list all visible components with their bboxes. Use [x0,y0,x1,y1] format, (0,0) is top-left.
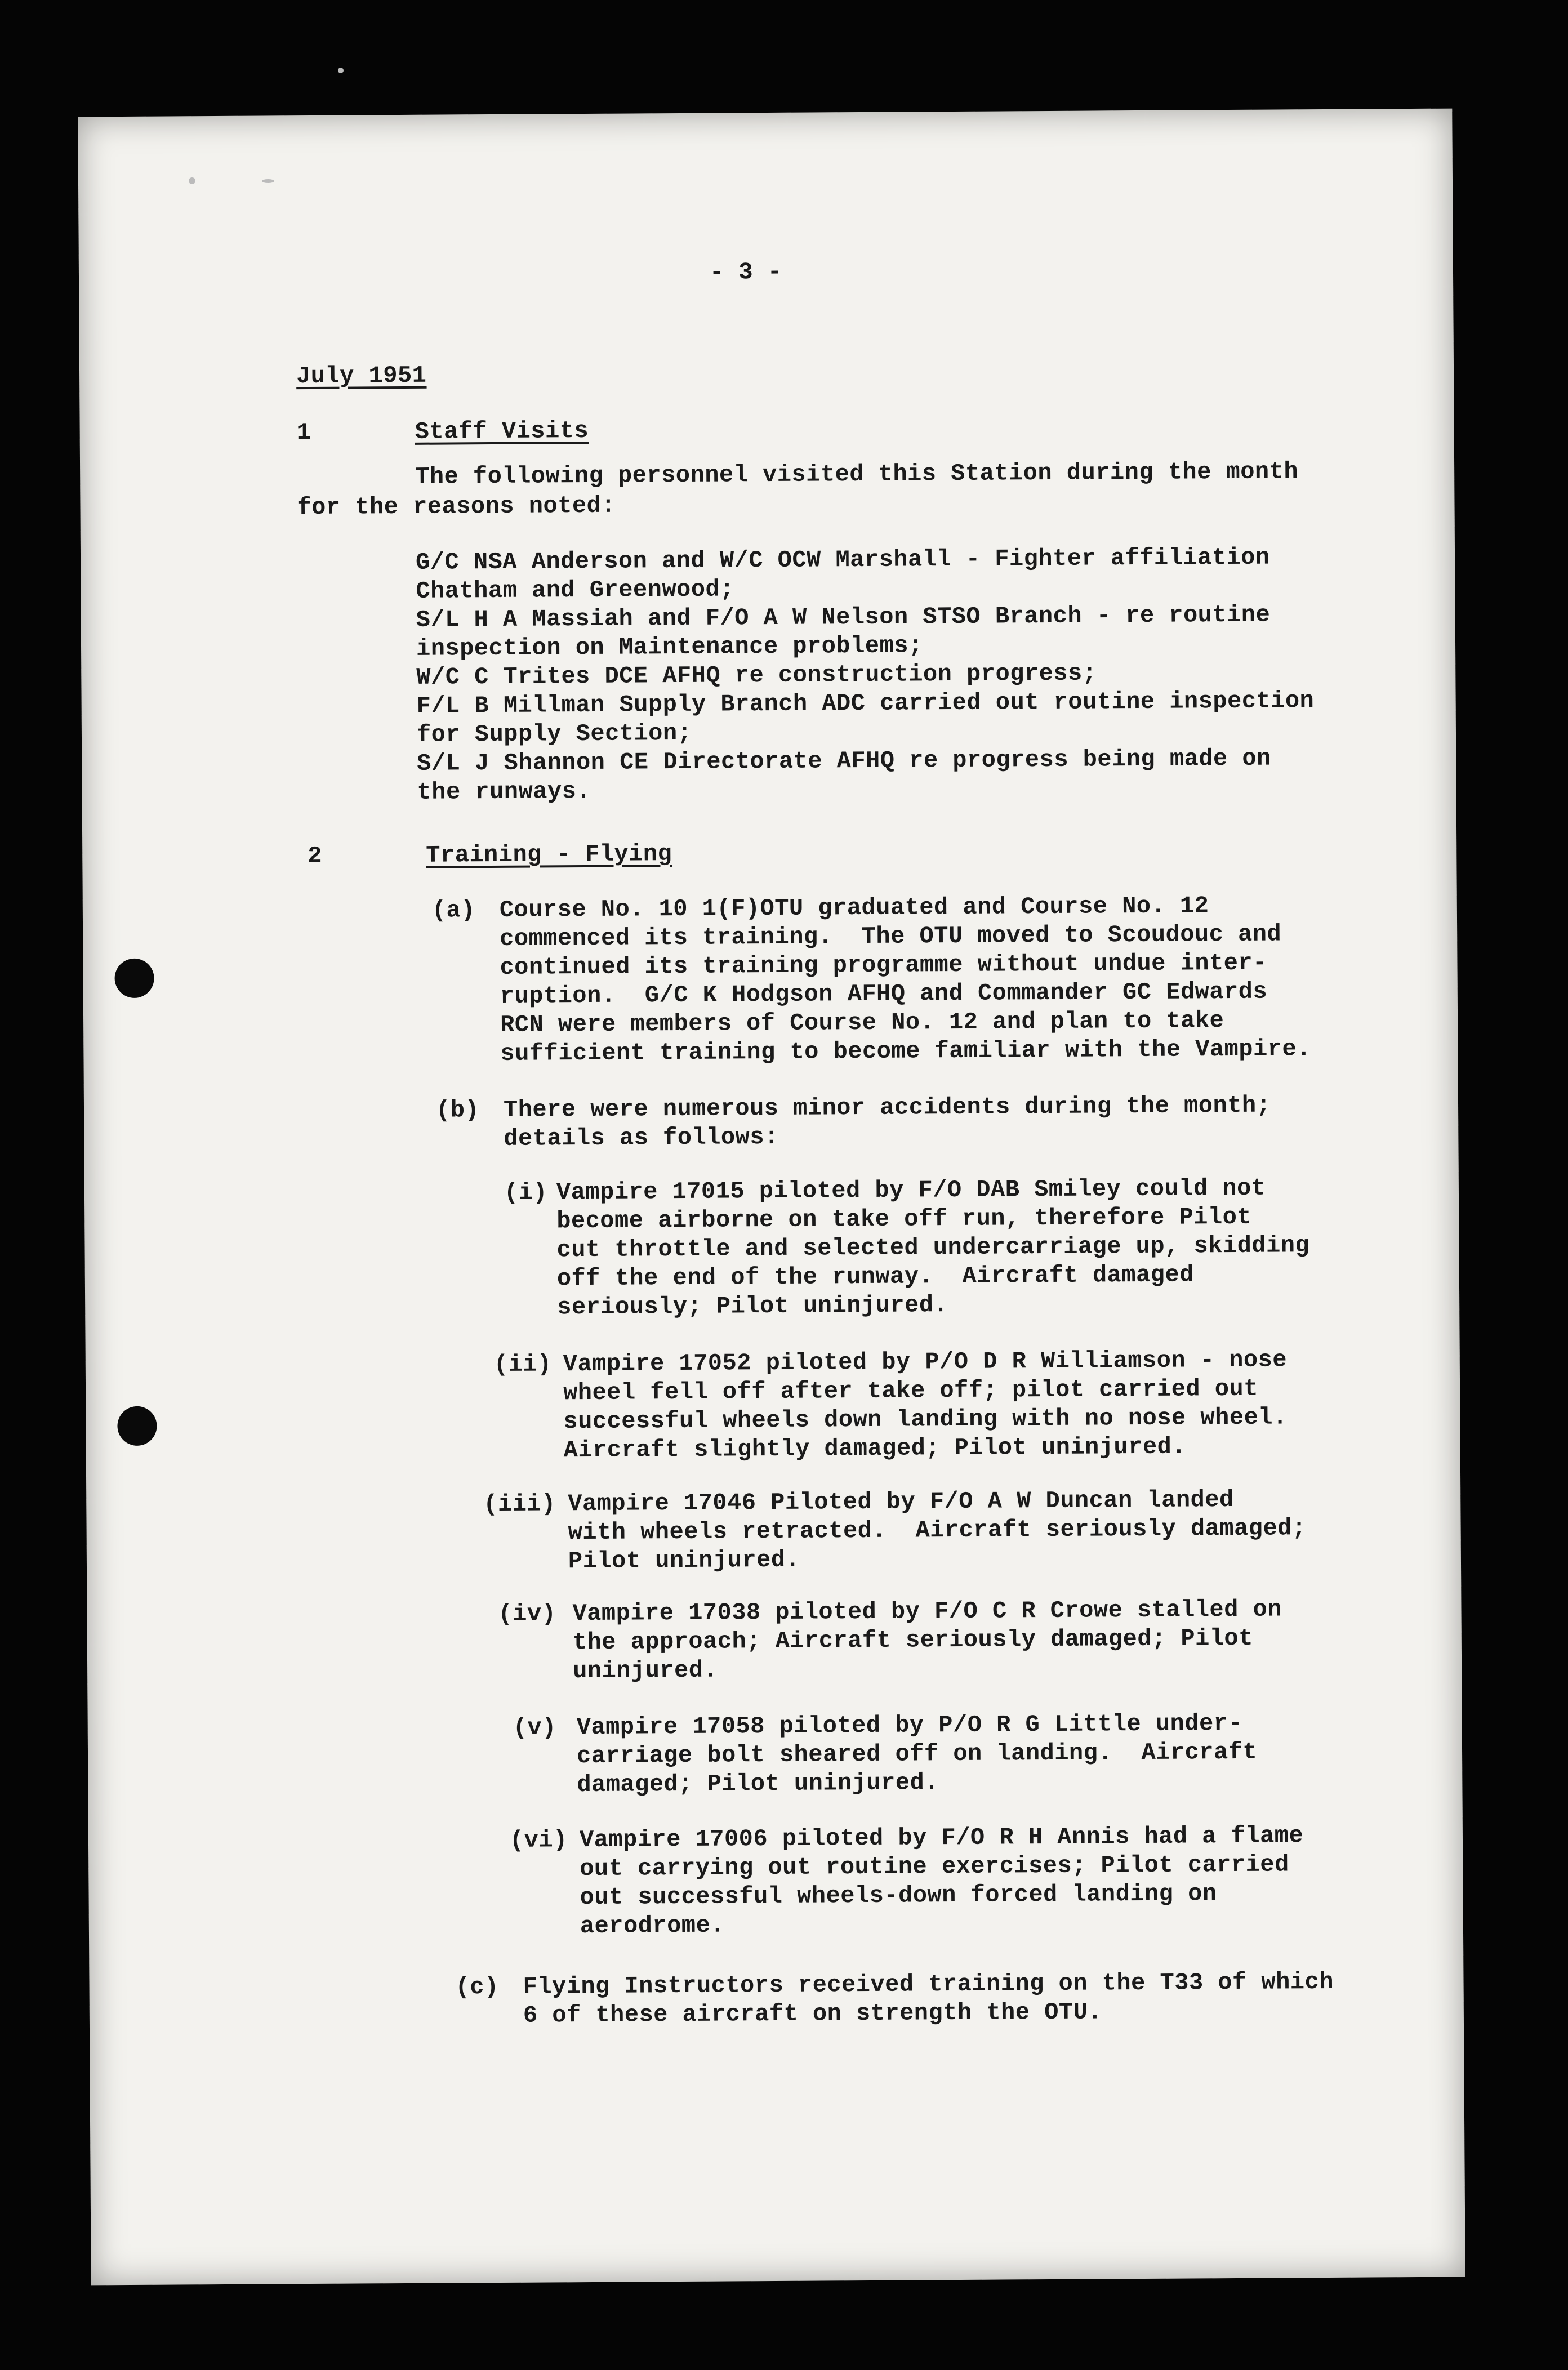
item-label: (i) [504,1179,548,1206]
text-line: become airborne on take off run, therefore Pilot [556,1203,1252,1235]
dust-speck [338,68,344,73]
text-line: G/C NSA Anderson and W/C OCW Marshall - Fighter affiliation [415,544,1270,576]
text-line: ruption. G/C K Hodgson AFHQ and Commander GC Edwards [500,978,1268,1010]
section-number: 2 [308,842,323,870]
text-line: for the reasons noted: [297,492,616,522]
section-number: 1 [296,418,311,447]
text-line: Vampire 17006 piloted by F/O R H Annis had a flame [579,1822,1304,1854]
item-label: (iv) [498,1600,556,1628]
text-line: commenced its training. The OTU moved to Scoudouc and [500,920,1282,952]
text-line: W/C C Trites DCE AFHQ re construction progress; [416,660,1097,691]
text-line: RCN were members of Course No. 12 and plan to take [500,1007,1224,1039]
punch-hole-top [114,959,154,998]
item-label: (b) [435,1097,480,1124]
text-line: damaged; Pilot uninjured. [577,1769,939,1799]
text-line: 6 of these aircraft on strength the OTU. [523,1998,1103,2029]
text-line: S/L H A Massiah and F/O A W Nelson STSO Branch - re routine [416,601,1271,634]
item-label: (a) [431,897,476,924]
text-line: uninjured. [572,1656,718,1685]
text-line: out carrying out routine exercises; Pilot carried [580,1851,1289,1883]
text-line: details as follows: [504,1123,779,1152]
section-heading: Training - Flying [426,840,672,869]
document-page [78,109,1465,2286]
text-line: carriage bolt sheared off on landing. Aircraft [576,1738,1258,1770]
date-heading: July 1951 [296,362,427,390]
text-line: the approach; Aircraft seriously damaged; Pilot [572,1624,1254,1656]
text-line: successful wheels down landing with no nose wheel. [563,1404,1288,1436]
item-label: (ii) [493,1351,552,1379]
item-label: (iii) [483,1490,556,1518]
text-line: Vampire 17015 piloted by F/O DAB Smiley could not [556,1174,1266,1206]
text-line: F/L B Millman Supply Branch ADC carried out routine inspection [416,687,1315,720]
text-line: the runways. [417,777,591,806]
item-label: (v) [513,1714,557,1741]
text-line: The following personnel visited this Station during the month [415,458,1299,491]
text-line: inspection on Maintenance problems; [416,632,923,662]
dust-speck [189,177,195,184]
text-line: aerodrome. [580,1912,725,1940]
text-line: Chatham and Greenwood; [416,576,735,605]
text-line: sufficient training to become familiar with the Vampire. [500,1035,1311,1067]
text-line: cut throttle and selected undercarriage up, skidding [556,1232,1310,1264]
page-number: - 3 - [709,258,782,286]
text-line: Vampire 17058 piloted by P/O R G Little under- [576,1709,1243,1741]
item-label: (c) [455,1973,499,2001]
text-line: continued its training programme without undue inter- [500,949,1267,981]
text-line: Flying Instructors received training on the T33 of which [523,1968,1334,2001]
text-line: off the end of the runway. Aircraft damaged [556,1261,1194,1293]
text-line: with wheels retracted. Aircraft seriously damaged; [568,1514,1307,1547]
punch-hole-bottom [117,1406,157,1446]
text-line: Course No. 10 1(F)OTU graduated and Course No. 12 [499,892,1209,924]
section-heading: Staff Visits [415,417,589,446]
text-line: for Supply Section; [416,719,692,749]
dust-speck [262,179,274,183]
text-line: wheel fell off after take off; pilot carried out [563,1375,1259,1407]
text-line: seriously; Pilot uninjured. [557,1291,948,1321]
item-label: (vi) [509,1826,568,1854]
text-line: Vampire 17046 Piloted by F/O A W Duncan landed [568,1486,1234,1518]
text-line: S/L J Shannon CE Directorate AFHQ re progress being made on [417,745,1271,777]
text-line: out successful wheels-down forced landing on [580,1880,1217,1912]
text-line: Pilot uninjured. [568,1546,800,1575]
text-line: Vampire 17052 piloted by P/O D R Williamson - nose [563,1346,1288,1378]
text-line: There were numerous minor accidents during the month; [503,1092,1271,1124]
text-line: Aircraft slightly damaged; Pilot uninjured. [563,1433,1187,1464]
text-line: Vampire 17038 piloted by F/O C R Crowe stalled on [572,1596,1282,1628]
